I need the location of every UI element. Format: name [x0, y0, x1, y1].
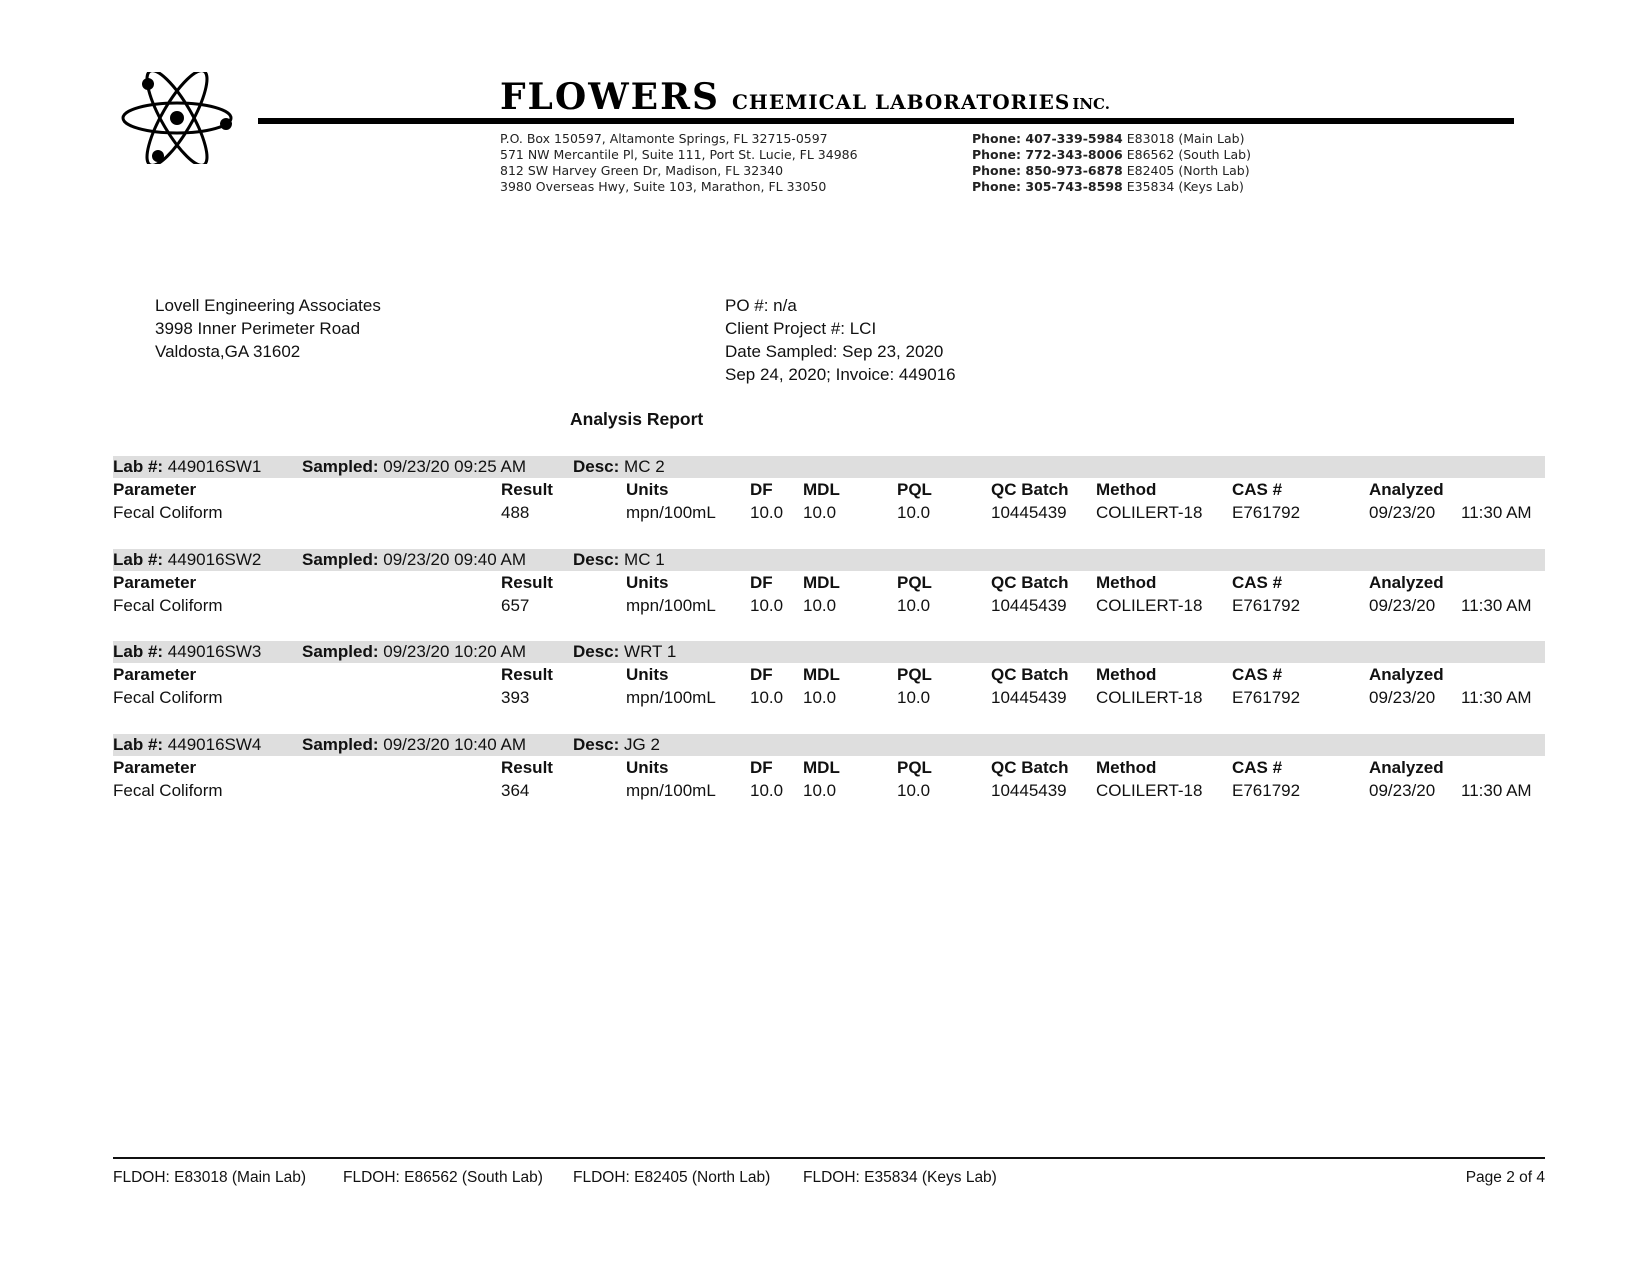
col-df: DF	[750, 758, 773, 777]
client-city: Valdosta,GA 31602	[155, 342, 301, 361]
sampled-value: 09/23/20 10:20 AM	[383, 642, 526, 661]
invoice-line: Sep 24, 2020; Invoice: 449016	[725, 365, 956, 384]
col-units: Units	[626, 480, 669, 499]
col-pql: PQL	[897, 665, 932, 684]
col-qc-batch: QC Batch	[991, 573, 1069, 592]
col-parameter: Parameter	[113, 758, 197, 777]
cell-df: 10.0	[750, 688, 784, 707]
col-pql: PQL	[897, 480, 932, 499]
col-cas: CAS #	[1232, 480, 1283, 499]
client-street: 3998 Inner Perimeter Road	[155, 319, 361, 338]
col-method: Method	[1096, 758, 1157, 777]
lab-license: E86562 (South Lab)	[1126, 147, 1251, 162]
phone-line	[972, 147, 1251, 162]
page-number: Page 2 of 4	[1465, 1169, 1545, 1186]
sampled-value: 09/23/20 09:40 AM	[383, 550, 526, 569]
col-result: Result	[501, 758, 553, 777]
desc-label: Desc:	[573, 735, 620, 754]
cell-method: COLILERT-18	[1096, 688, 1203, 707]
col-cas: CAS #	[1232, 573, 1283, 592]
phone-number: Phone: 407-339-5984	[972, 131, 1123, 146]
sample-desc	[573, 735, 660, 755]
letterhead-rule	[258, 118, 1514, 124]
address-line: 3980 Overseas Hwy, Suite 103, Marathon, FL 33050	[500, 179, 827, 194]
sampled-at	[302, 735, 526, 755]
po-number: PO #: n/a	[725, 296, 797, 315]
cell-result: 488	[501, 503, 530, 522]
cell-cas: E761792	[1232, 688, 1301, 707]
lab-label: Lab #:	[113, 642, 164, 661]
col-analyzed: Analyzed	[1369, 665, 1444, 684]
sampled-at	[302, 642, 526, 662]
lab-number	[113, 457, 261, 477]
lab-label: Lab #:	[113, 735, 164, 754]
company-name	[500, 76, 1110, 118]
desc-value: WRT 1	[624, 642, 677, 661]
sampled-value: 09/23/20 10:40 AM	[383, 735, 526, 754]
col-analyzed: Analyzed	[1369, 480, 1444, 499]
lab-license: E83018 (Main Lab)	[1126, 131, 1245, 146]
lab-license: E35834 (Keys Lab)	[1126, 179, 1244, 194]
cell-result: 393	[501, 688, 530, 707]
sampled-label: Sampled:	[302, 457, 379, 476]
sample-block	[113, 641, 1545, 713]
cell-parameter: Fecal Coliform	[113, 596, 223, 615]
col-method: Method	[1096, 480, 1157, 499]
col-qc-batch: QC Batch	[991, 665, 1069, 684]
cell-analyzed-date: 09/23/20	[1369, 596, 1436, 615]
cell-pql: 10.0	[897, 503, 931, 522]
col-mdl: MDL	[803, 480, 840, 499]
sampled-value: 09/23/20 09:25 AM	[383, 457, 526, 476]
lab-value: 449016SW4	[167, 735, 262, 754]
address-line: P.O. Box 150597, Altamonte Springs, FL 32715-0597	[500, 131, 828, 146]
cell-mdl: 10.0	[803, 596, 837, 615]
cell-units: mpn/100mL	[626, 781, 716, 800]
col-df: DF	[750, 573, 773, 592]
cell-analyzed-date: 09/23/20	[1369, 781, 1436, 800]
cell-method: COLILERT-18	[1096, 781, 1203, 800]
cell-units: mpn/100mL	[626, 503, 716, 522]
cell-pql: 10.0	[897, 596, 931, 615]
date-sampled: Date Sampled: Sep 23, 2020	[725, 342, 944, 361]
atom-logo-icon	[118, 72, 236, 164]
lab-value: 449016SW1	[167, 457, 262, 476]
desc-value: JG 2	[624, 735, 660, 754]
col-qc-batch: QC Batch	[991, 480, 1069, 499]
report-title: Analysis Report	[570, 409, 704, 429]
client-name: Lovell Engineering Associates	[155, 296, 381, 315]
col-pql: PQL	[897, 758, 932, 777]
col-units: Units	[626, 758, 669, 777]
cell-mdl: 10.0	[803, 503, 837, 522]
col-pql: PQL	[897, 573, 932, 592]
footer-license: FLDOH: E82405 (North Lab)	[573, 1169, 771, 1186]
cell-method: COLILERT-18	[1096, 596, 1203, 615]
cell-analyzed-time: 11:30 AM	[1461, 503, 1532, 522]
cell-analyzed-time: 11:30 AM	[1461, 781, 1532, 800]
sampled-label: Sampled:	[302, 735, 379, 754]
col-cas: CAS #	[1232, 665, 1283, 684]
cell-analyzed-time: 11:30 AM	[1461, 688, 1532, 707]
lab-number	[113, 550, 261, 570]
sampled-at	[302, 457, 526, 477]
sample-desc	[573, 457, 665, 477]
phone-line	[972, 163, 1250, 178]
desc-value: MC 2	[624, 457, 665, 476]
cell-df: 10.0	[750, 596, 784, 615]
sample-desc	[573, 550, 665, 570]
cell-mdl: 10.0	[803, 688, 837, 707]
cell-units: mpn/100mL	[626, 596, 716, 615]
cell-parameter: Fecal Coliform	[113, 688, 223, 707]
sampled-at	[302, 550, 526, 570]
lab-label: Lab #:	[113, 457, 164, 476]
company-name-sub: CHEMICAL LABORATORIES	[732, 90, 1071, 114]
cell-method: COLILERT-18	[1096, 503, 1203, 522]
sample-block	[113, 549, 1545, 621]
cell-analyzed-date: 09/23/20	[1369, 503, 1436, 522]
company-name-main: FLOWERS	[500, 76, 721, 118]
col-parameter: Parameter	[113, 665, 197, 684]
lab-value: 449016SW2	[167, 550, 262, 569]
sample-desc	[573, 642, 676, 662]
col-mdl: MDL	[803, 665, 840, 684]
cell-pql: 10.0	[897, 781, 931, 800]
sampled-label: Sampled:	[302, 550, 379, 569]
sampled-label: Sampled:	[302, 642, 379, 661]
phone-number: Phone: 772-343-8006	[972, 147, 1123, 162]
col-mdl: MDL	[803, 573, 840, 592]
cell-parameter: Fecal Coliform	[113, 503, 223, 522]
col-df: DF	[750, 665, 773, 684]
address-line: 571 NW Mercantile Pl, Suite 111, Port St. Lucie, FL 34986	[500, 147, 858, 162]
col-result: Result	[501, 573, 553, 592]
cell-analyzed-date: 09/23/20	[1369, 688, 1436, 707]
cell-mdl: 10.0	[803, 781, 837, 800]
col-method: Method	[1096, 573, 1157, 592]
cell-result: 657	[501, 596, 530, 615]
phone-line	[972, 179, 1244, 194]
sample-block	[113, 734, 1545, 806]
desc-label: Desc:	[573, 642, 620, 661]
cell-qc-batch: 10445439	[991, 781, 1067, 800]
cell-result: 364	[501, 781, 530, 800]
footer-license: FLDOH: E86562 (South Lab)	[343, 1169, 543, 1186]
lab-number	[113, 642, 261, 662]
col-result: Result	[501, 665, 553, 684]
cell-qc-batch: 10445439	[991, 596, 1067, 615]
cell-analyzed-time: 11:30 AM	[1461, 596, 1532, 615]
col-parameter: Parameter	[113, 480, 197, 499]
cell-qc-batch: 10445439	[991, 688, 1067, 707]
lab-label: Lab #:	[113, 550, 164, 569]
col-method: Method	[1096, 665, 1157, 684]
phone-line	[972, 131, 1244, 146]
lab-value: 449016SW3	[167, 642, 262, 661]
col-result: Result	[501, 480, 553, 499]
cell-cas: E761792	[1232, 503, 1301, 522]
col-units: Units	[626, 665, 669, 684]
col-mdl: MDL	[803, 758, 840, 777]
desc-value: MC 1	[624, 550, 665, 569]
address-line: 812 SW Harvey Green Dr, Madison, FL 32340	[500, 163, 784, 178]
lab-number	[113, 735, 261, 755]
cell-cas: E761792	[1232, 781, 1301, 800]
col-parameter: Parameter	[113, 573, 197, 592]
cell-df: 10.0	[750, 781, 784, 800]
col-df: DF	[750, 480, 773, 499]
phone-number: Phone: 305-743-8598	[972, 179, 1123, 194]
col-cas: CAS #	[1232, 758, 1283, 777]
footer-license: FLDOH: E35834 (Keys Lab)	[803, 1169, 997, 1186]
cell-cas: E761792	[1232, 596, 1301, 615]
phone-number: Phone: 850-973-6878	[972, 163, 1123, 178]
cell-pql: 10.0	[897, 688, 931, 707]
col-units: Units	[626, 573, 669, 592]
footer-rule	[113, 1157, 1545, 1159]
sample-block	[113, 456, 1545, 528]
desc-label: Desc:	[573, 550, 620, 569]
desc-label: Desc:	[573, 457, 620, 476]
cell-units: mpn/100mL	[626, 688, 716, 707]
cell-qc-batch: 10445439	[991, 503, 1067, 522]
col-qc-batch: QC Batch	[991, 758, 1069, 777]
col-analyzed: Analyzed	[1369, 758, 1444, 777]
client-project: Client Project #: LCI	[725, 319, 877, 338]
company-name-inc: INC.	[1072, 95, 1110, 113]
footer-license: FLDOH: E83018 (Main Lab)	[113, 1169, 306, 1186]
col-analyzed: Analyzed	[1369, 573, 1444, 592]
cell-parameter: Fecal Coliform	[113, 781, 223, 800]
lab-license: E82405 (North Lab)	[1126, 163, 1250, 178]
cell-df: 10.0	[750, 503, 784, 522]
